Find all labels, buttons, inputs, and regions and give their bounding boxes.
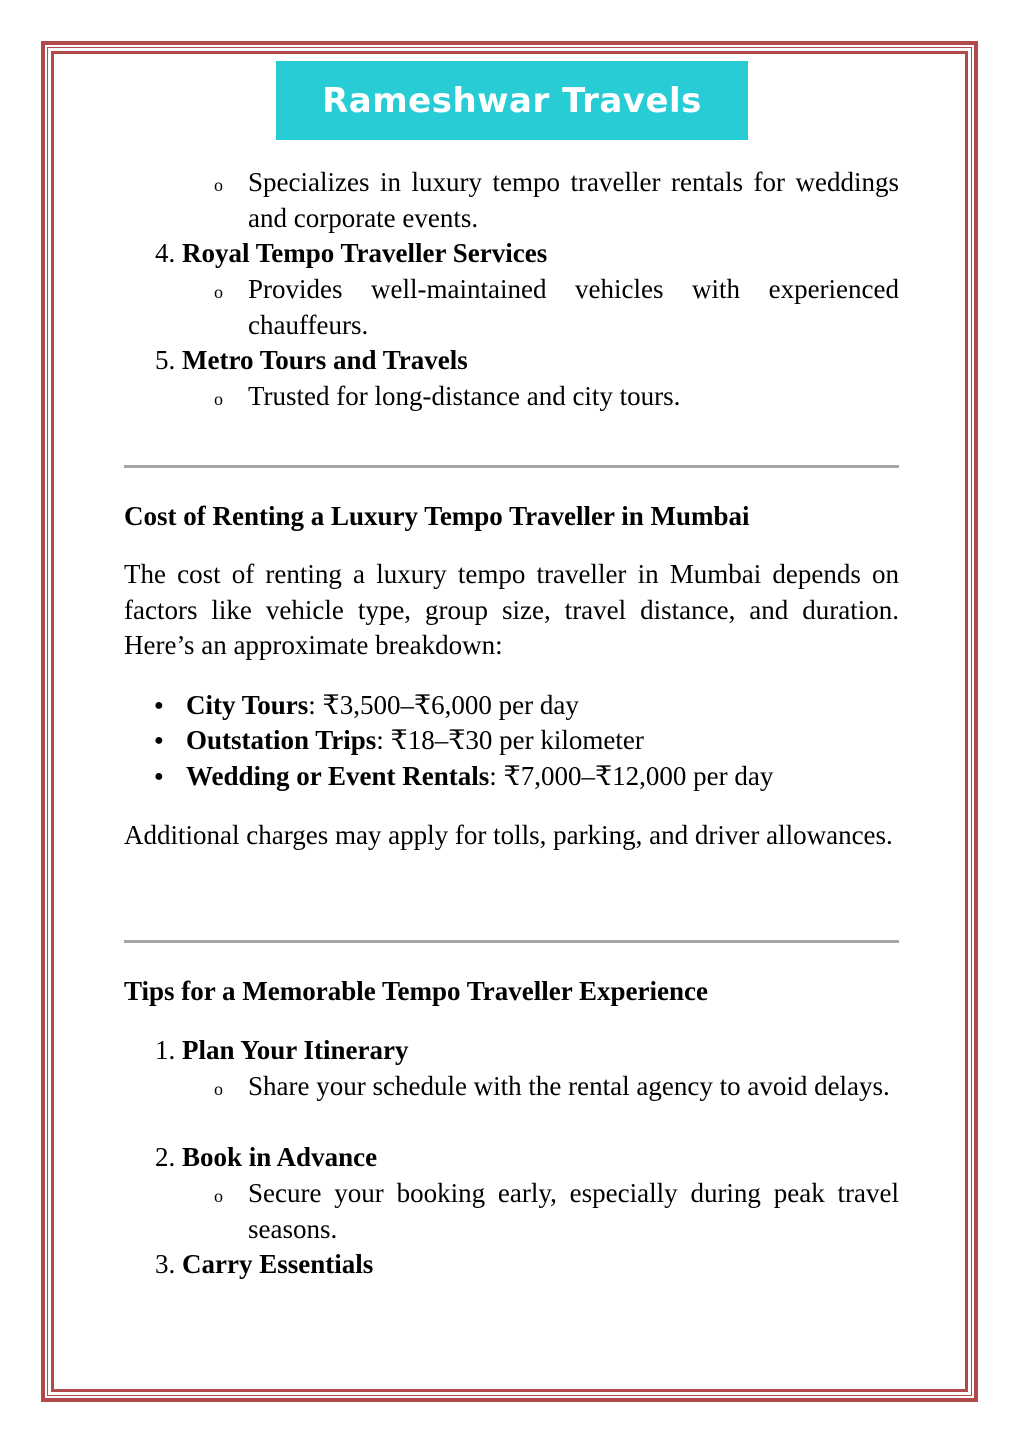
list-sub-item: Provides well-maintained vehicles with experienced chauffeurs. xyxy=(248,274,899,340)
list-number: 1. xyxy=(155,1035,176,1065)
bullet-value: : ₹3,500–₹6,000 per day xyxy=(308,690,579,720)
tip-item-carry-essentials xyxy=(155,1247,373,1283)
list-number: 5. xyxy=(155,345,176,375)
sub-bullet-marker: o xyxy=(214,389,223,409)
cost-bullet-outstation xyxy=(186,723,644,759)
rameshwar-travels-logo xyxy=(276,61,748,140)
sub-bullet-marker: o xyxy=(214,1079,223,1099)
cost-intro-paragraph: The cost of renting a luxury tempo traveller in Mumbai depends on factors like vehicle type, group size, travel distance, and duration. Here’s an approximate breakdown: xyxy=(124,559,899,660)
list-item-title: Plan Your Itinerary xyxy=(182,1035,409,1065)
list-sub-item: Specializes in luxury tempo traveller rentals for weddings and corporate events. xyxy=(248,167,899,233)
sub-bullet-marker: o xyxy=(214,175,223,195)
logo-text: Rameshwar Travels xyxy=(322,80,702,121)
list-number: 2. xyxy=(155,1142,176,1172)
bullet-value: : ₹18–₹30 per kilometer xyxy=(376,725,644,755)
additional-charges-paragraph: Additional charges may apply for tolls, parking, and driver allowances. xyxy=(124,820,893,850)
bullet-label: Wedding or Event Rentals xyxy=(186,761,490,791)
list-item-title: Royal Tempo Traveller Services xyxy=(182,238,548,268)
sub-bullet-marker: o xyxy=(214,1186,223,1206)
tip-item-book-advance xyxy=(155,1140,377,1176)
tip-item-plan-itinerary xyxy=(155,1033,409,1069)
cost-bullet-city-tours xyxy=(186,688,579,724)
section-divider xyxy=(124,940,899,943)
list-sub-item: Share your schedule with the rental agency to avoid delays. xyxy=(248,1071,890,1101)
list-item-title: Metro Tours and Travels xyxy=(182,345,468,375)
list-number: 4. xyxy=(155,238,176,268)
list-sub-item: Secure your booking early, especially during peak travel seasons. xyxy=(248,1178,899,1244)
bullet-label: Outstation Trips xyxy=(186,725,377,755)
sub-bullet-marker: o xyxy=(214,282,223,302)
cost-bullet-wedding xyxy=(186,759,773,795)
bullet-value: : ₹7,000–₹12,000 per day xyxy=(489,761,774,791)
bullet-label: City Tours xyxy=(186,690,309,720)
list-item-title: Carry Essentials xyxy=(182,1249,374,1279)
list-item-royal-tempo xyxy=(155,236,547,272)
cost-section-heading: Cost of Renting a Luxury Tempo Traveller in Mumbai xyxy=(124,501,750,531)
list-number: 3. xyxy=(155,1249,176,1279)
section-divider xyxy=(124,465,899,468)
list-sub-item: Trusted for long-distance and city tours. xyxy=(248,381,681,411)
bullet-marker: ● xyxy=(154,768,164,785)
tips-section-heading: Tips for a Memorable Tempo Traveller Experience xyxy=(124,976,708,1006)
list-item-title: Book in Advance xyxy=(182,1142,378,1172)
bullet-marker: ● xyxy=(154,697,164,714)
bullet-marker: ● xyxy=(154,732,164,749)
list-item-metro-tours xyxy=(155,343,468,379)
